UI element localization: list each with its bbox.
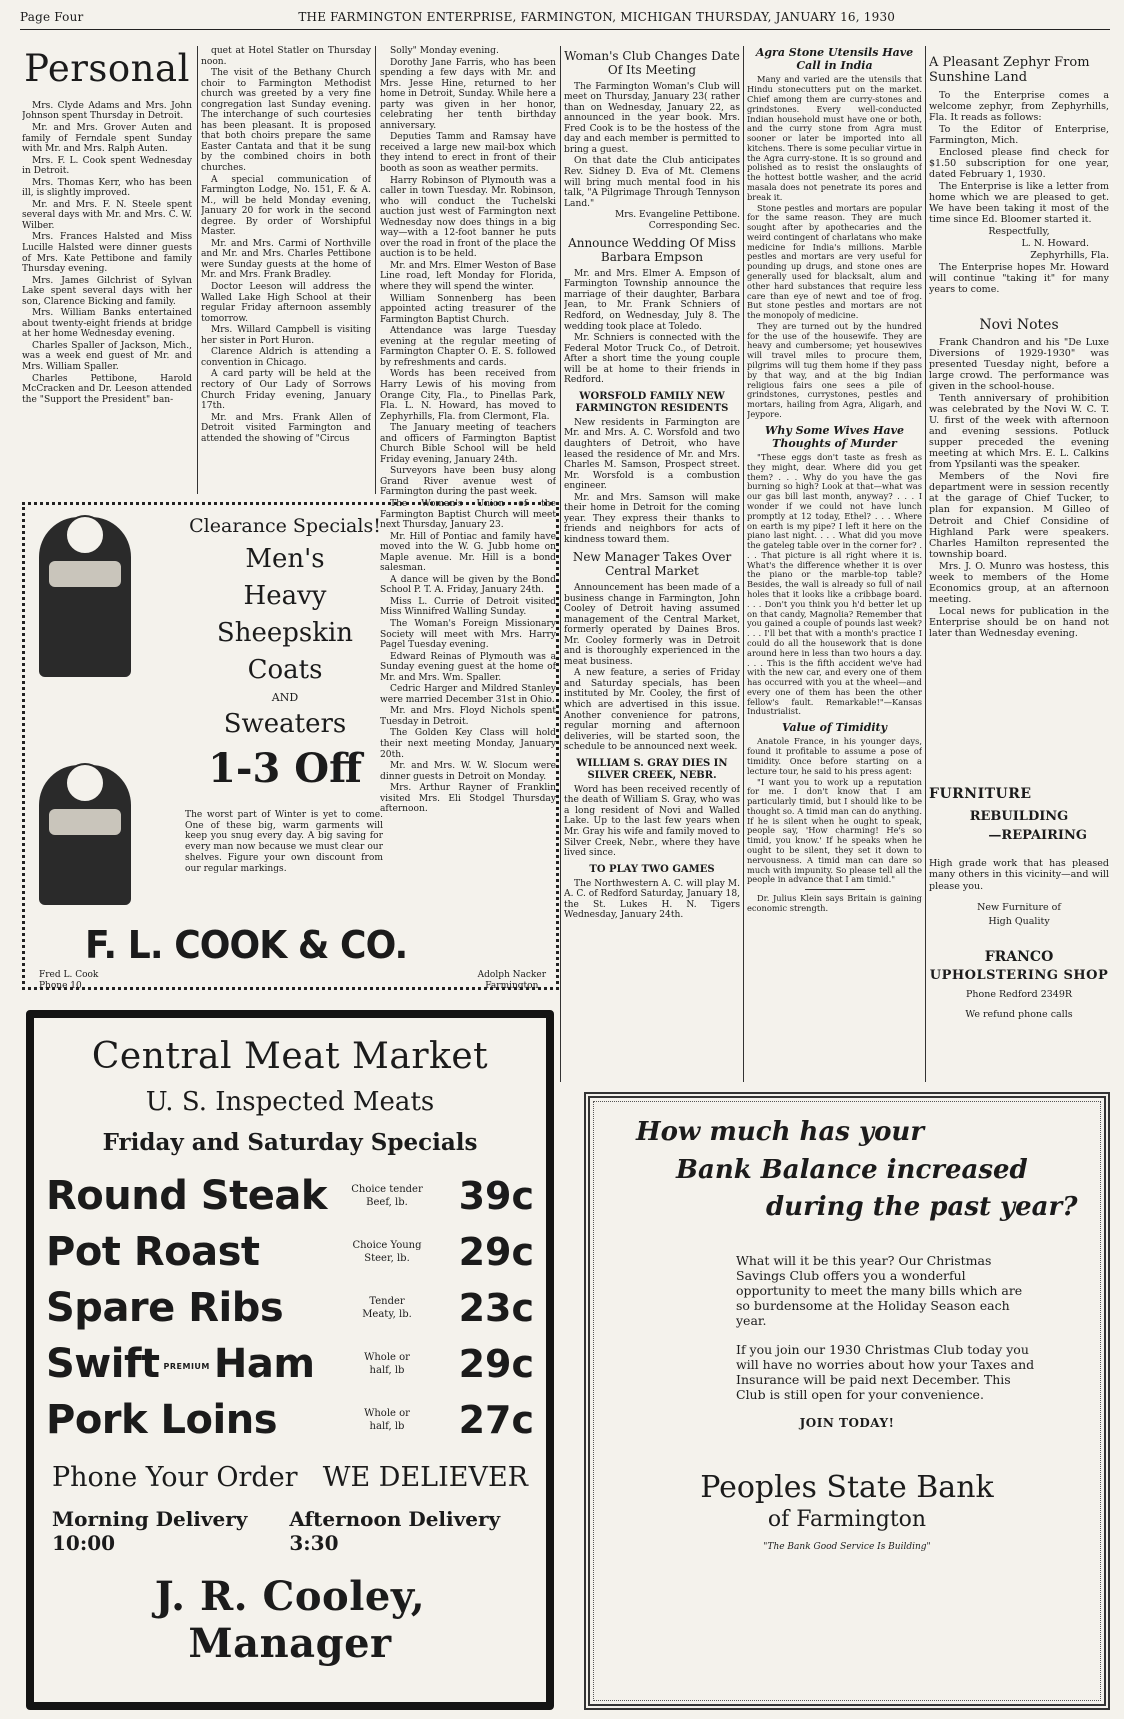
news-item: Cedric Harger and Mildred Stanley were married December 31st in Ohio. xyxy=(380,684,556,705)
divider xyxy=(805,889,865,890)
phone-order-text: Phone Your Order xyxy=(52,1462,298,1493)
ad-line: Coats xyxy=(247,654,323,685)
item-name: Spare Ribs xyxy=(46,1285,284,1331)
locals-column-2 xyxy=(201,46,371,496)
ad-subheadline: U. S. Inspected Meats xyxy=(145,1087,435,1117)
news-item: Attendance was large Tuesday evening at the regular meeting of Farmington Chapter O. E. S. followed by refreshments and cards. xyxy=(380,326,556,368)
item-price: 29c xyxy=(458,1342,534,1386)
ad-line: High Quality xyxy=(988,915,1050,927)
ad-headline xyxy=(616,1114,1078,1227)
ad-line: AND xyxy=(271,690,299,704)
business-name: Peoples State Bank xyxy=(700,1470,994,1506)
letter-closing: Respectfully, xyxy=(988,226,1050,238)
article-paragraph: On that date the Club anticipates Rev. Sidney D. Eva of Mt. Clemens will bring much mental food in his talk, "A Pilgrimage Through Tennyson Land." xyxy=(564,156,740,209)
news-item: A dance will be given by the Bond School P. T. A. Friday, January 24th. xyxy=(380,574,556,596)
column-rule xyxy=(560,46,561,1082)
ad-contact-right xyxy=(478,970,546,992)
news-item: Mr. and Mrs. F. N. Steele spent several days with Mr. and Mrs. C. W. Wilber. xyxy=(22,199,192,231)
news-item: Mr. and Mrs. Floyd Nichols spent Tuesday in Detroit. xyxy=(380,706,556,727)
ad-line: Sweaters xyxy=(223,708,347,739)
ad-body: The worst part of Winter is yet to come. One of these big, warm garments will keep you snug every day. A big saving for every man now because we must clear our shelves. Figure your own discount from our regular markings. xyxy=(185,810,383,874)
news-item: Mrs. Arthur Rayner of Franklin visited Mrs. Eli Stodgel Thursday afternoon. xyxy=(380,783,556,815)
ad-body: High grade work that has pleased many others in this vicinity—and will please you. xyxy=(929,857,1109,892)
column-rule xyxy=(743,46,744,1082)
item-price: 23c xyxy=(458,1286,534,1330)
news-item: Mr. and Mrs. Grover Auten and family of Ferndale spent Sunday with Mr. and Mrs. Ralph Auten. xyxy=(22,123,192,155)
ad-headline-line: How much has your xyxy=(636,1117,925,1147)
item-description: Choice Young Steer, lb. xyxy=(352,1240,422,1264)
business-name: F. L. COOK & CO. xyxy=(85,923,408,967)
ad-headline: —REPAIRING xyxy=(988,828,1087,844)
features-column-5 xyxy=(747,42,922,1080)
ad-headline: FURNITURE xyxy=(929,786,1032,802)
masthead-title: THE FARMINGTON ENTERPRISE, FARMINGTON, MICHIGAN THURSDAY, JANUARY 16, 1930 xyxy=(298,10,896,24)
article-paragraph: They are turned out by the hundred for the use of the housewife. They are heavy and cumbersome; yet housewives will travel miles to procure them, pilgrims will tug them home if they pass by that way, and at the big Indian religious fairs one sees a pile of grindstones, currystones, pestles and mortars, hailing from Agra, Aligarh, and Jeypore. xyxy=(747,320,922,419)
news-item: Surveyors have been busy along Grand River avenue west of Farmington during the past week. xyxy=(380,466,556,498)
article-headline: Woman's Club Changes Date Of Its Meeting xyxy=(564,49,740,77)
price-row xyxy=(46,1392,534,1448)
news-item: A card party will be held at the rectory of Our Lady of Sorrows Church Friday evening, January 17th. xyxy=(201,369,371,412)
news-item: Charles Spaller of Jackson, Mich., was a week end guest of Mr. and Mrs. William Spaller. xyxy=(22,340,192,373)
news-item: quet at Hotel Statler on Thursday noon. xyxy=(201,46,371,67)
ad-line: Sheepskin xyxy=(216,617,354,648)
article-paragraph: Announcement has been made of a business change in Farmington, John Cooley of Detroit having assumed management of the Central Market, formerly operated by Daines Bros. Mr. Cooley formerly was in Detroit and is thoroughly experienced in the meat business. xyxy=(564,583,740,667)
article-paragraph: Anatole France, in his younger days, found it profitable to assume a pose of timidity. Once before starting on a lecture tour, he said to his press agent: xyxy=(747,736,922,776)
phone-number: Phone Redford 2349R xyxy=(965,989,1073,1001)
call-to-action: JOIN TODAY! xyxy=(799,1416,895,1431)
news-item: Mrs. William Banks entertained about twenty-eight friends at bridge at her home Wednesday evening. xyxy=(22,308,192,340)
news-column-4 xyxy=(564,44,740,1080)
item-price: 39c xyxy=(458,1174,534,1218)
ad-headline: Central Meat Market xyxy=(91,1036,489,1077)
premium-label: PREMIUM xyxy=(163,1361,210,1371)
ad-paragraph: What will it be this year? Our Christmas Savings Club offers you a wonderful opportunity to meet the many bills which are so burdensome at the Holiday Season each year. xyxy=(736,1253,1023,1329)
discount-text: 1-3 Off xyxy=(208,744,362,792)
article-paragraph: Frank Chandron and his "De Luxe Diversions of 1929-1930" was presented Tuesday night, before a large crowd. The performance was given in the school-house. xyxy=(929,337,1109,393)
article-headline: TO PLAY TWO GAMES xyxy=(589,863,715,875)
news-item: Mrs. Clyde Adams and Mrs. John Johnson spent Thursday in Detroit. xyxy=(22,100,192,122)
item-price: 27c xyxy=(458,1398,534,1442)
article-paragraph: Members of the Novi fire department were in session recently at the garage of Chief Tucker, to plan for expansion. M Gilleo of Detroit and Chief Considine of Highland Park were speakers. Charles Hamilton represented the township board. xyxy=(929,471,1109,560)
item-description: Tender Meaty, lb. xyxy=(362,1296,412,1320)
news-item: Mr. and Mrs. W. W. Slocum were dinner guests in Detroit on Monday. xyxy=(380,761,556,782)
article-paragraph: The Farmington Woman's Club will meet on Thursday, January 23( rather than on Wednesday, January 22, as announced in the year book. Mrs. Fred Cook is to be the hostess of the day and each member is permitted to bring a guest. xyxy=(564,81,740,155)
news-item: Mrs. F. L. Cook spent Wednesday in Detroit. xyxy=(22,155,192,177)
item-name: Pot Roast xyxy=(46,1229,260,1275)
ad-headline-line: Bank Balance increased xyxy=(676,1154,1028,1185)
price-list xyxy=(46,1168,534,1448)
ad-line: We refund phone calls xyxy=(965,1008,1073,1020)
news-item: The Woman's Foreign Missionary Society will meet with Mrs. Harry Pagel Tuesday evening. xyxy=(380,618,556,651)
column-rule xyxy=(197,46,198,494)
news-item: Mrs. James Gilchrist of Sylvan Lake spent several days with her son, Clarence Bicking and family. xyxy=(22,275,192,307)
ad-line: Men's xyxy=(245,544,325,574)
article-paragraph: Word has been received recently of the death of William S. Gray, who was a long resident of Novi and Walled Lake. Up to the last few years when Mr. Gray his wife and family moved to Silver Creek, Nebr., where they have lived since. xyxy=(564,784,740,859)
news-item: Solly" Monday evening. xyxy=(390,46,499,56)
manager-name: J. R. Cooley, Manager xyxy=(154,1573,426,1667)
article-headline: Agra Stone Utensils Have Call in India xyxy=(755,46,914,73)
news-item: Mrs. Frances Halsted and Miss Lucille Halsted were dinner guests of Mrs. Kate Pettibone and family Thursday evening. xyxy=(22,232,192,275)
article-paragraph: Local news for publication in the Enterprise should be on hand not later than Wednesday evening. xyxy=(929,605,1109,639)
news-item: Edward Reinas of Plymouth was a Sunday evening guest at the home of Mr. and Mrs. Wm. Spaller. xyxy=(380,651,556,683)
ad-line: New Furniture of xyxy=(977,902,1061,914)
news-item: The Woman's Union of the Farmington Baptist Church will meet next Thursday, January 23. xyxy=(380,498,556,531)
page-number: Page Four xyxy=(20,10,84,24)
item-name: Pork Loins xyxy=(46,1397,278,1443)
item-name: Swift PREMIUM Ham xyxy=(46,1341,315,1387)
news-item: Mr. Hill of Pontiac and family have moved into the W. G. Jubb home on Maple avenue. Mr. Hill is a bond salesman. xyxy=(380,531,556,574)
news-item: The January meeting of teachers and officers of Farmington Baptist Church Bible School will be held Friday evening, January 24th. xyxy=(380,423,556,465)
article-paragraph: Mr. Schniers is connected with the Federal Motor Truck Co., of Detroit. After a short time the young couple will be at home to their friends in Redford. xyxy=(564,333,740,386)
article-signature: Mrs. Evangeline Pettibone. Corresponding Sec. xyxy=(614,210,740,231)
article-paragraph: To the Editor of Enterprise, Farmington, Mich. xyxy=(929,123,1109,146)
article-paragraph: The Enterprise is like a letter from home which we are pleased to get. We have been taking it most of the time since Ed. Bloomer started it. xyxy=(929,181,1109,226)
ad-contact-left xyxy=(39,970,98,992)
article-paragraph: Stone pestles and mortars are popular for the same reason. They are much sought after by apothecaries and the weird contingent of charlatans who make medicine for India's millions. Marble pestles and mortars are very useful for pounding up drugs, and stone ones are generally used for blacksalt, alum and other hard substances that require less care than eye of newt and toe of frog. But stone pestles and mortars are not the monopoly of medicine. xyxy=(747,202,922,321)
owner-name: Fred L. Cook xyxy=(39,970,99,980)
article-headline: WORSFOLD FAMILY NEW FARMINGTON RESIDENTS xyxy=(575,390,729,414)
article-paragraph: Many and varied are the utensils that Hindu stonecutters put on the market. Chief among them are curry-stones and grindstones. Every well-conducted Indian household must have one or both, and the curry stone from Agra must sooner or later be imported into all kitchens. There is some peculiar virtue in the Agra curry-stone. It is so ground and polished as to resist the onslaughts of the hottest bottle washer, and the acrid masala does not penetrate its pores and break it. xyxy=(747,74,922,202)
article-paragraph: "I want you to work up a reputation for me. I don't know that I am particularly timid, but I should like to be thought so. A timid man can do anything. If he is silent when he ought to speak, people say, 'How charming! He's so timid, you know.' If he speaks when he ought to be silent, they set it down to nervousness. A timid man can dare so much with impunity. So please tell all the people in advance that I am timid." xyxy=(747,776,922,885)
news-column-6 xyxy=(929,50,1109,780)
town-name: Farmington xyxy=(485,980,539,991)
price-row xyxy=(46,1280,534,1336)
item-description: Choice tender Beef, lb. xyxy=(351,1184,423,1208)
news-item: Miss L. Currie of Detroit visited Miss Winnifred Walling Sunday. xyxy=(380,596,556,618)
news-item: Mr. and Mrs. Elmer Weston of Base Line road, left Monday for Florida, where they will spend the winter. xyxy=(380,260,556,293)
article-headline: Announce Wedding Of Miss Barbara Empson xyxy=(568,236,736,265)
ad-line: Heavy xyxy=(243,580,327,611)
article-paragraph: Mr. and Mrs. Elmer A. Empson of Farmington Township announce the marriage of their daughter, Barbara Jean, to Mr. Frank Schniers of Redford, on Wednesday, July 8. The wedding took place at Toledo. xyxy=(564,268,740,332)
news-item: Words has been received from Harry Lewis of his moving from Orange City, Fla., to Pinellas Park, Fla. L. N. Howard, has moved to Zephyrhills, Fla. from Clermont, Fla. xyxy=(380,369,556,422)
article-paragraph: To the Enterprise comes a welcome zephyr, from Zephyrhills, Fla. It reads as follows: xyxy=(929,89,1109,123)
item-price: 29c xyxy=(458,1230,534,1274)
article-headline: A Pleasant Zephyr From Sunshine Land xyxy=(929,55,1090,85)
ad-specials-line: Friday and Saturday Specials xyxy=(102,1129,478,1156)
price-row xyxy=(46,1336,534,1392)
article-paragraph: "These eggs don't taste as fresh as they might, dear. Where did you get them? . . . Why do you have the gas burning so high? Look at that—what was our gas bill last month, anyway? . . . I wonder if we could not have lunch promptly at 12 today, Ethel? . . . Where on earth is my pipe? I left it here on the piano last night. . . . What did you move the gateleg table over in the corner for? . . . That picture is all right where it is. What's the difference whether it is over the piano or the marble-top table? Besides, the wall is already so full of nail holes that it looks like a cribbage board. . . . Don't you think you h'd better let up on that candy, Magnolia? Remember that you gained a couple of pounds last week? . . . I'll bet that with a month's practice I could do all the housework that is done around here in less than two hours a day. . . . This is the fifth accident we've had with the new car, and every one of them has occurred with you at the wheel—and every one of them has been the other fellow's fault. Remarkable!"—Kansas Industrialist. xyxy=(747,452,922,717)
article-paragraph: A new feature, a series of Friday and Saturday specials, has been instituted by Mr. Cooley, the first of which are advertised in this issue. Another convenience for patrons, regular morning and afternoon deliveries, will be started soon, the schedule to be announced next week. xyxy=(564,668,740,753)
article-headline: Why Some Wives Have Thoughts of Murder xyxy=(765,423,904,450)
news-item: Mrs. Willard Campbell is visiting her sister in Port Huron. xyxy=(201,325,371,346)
item-description: Whole or half, lb xyxy=(364,1408,410,1432)
news-item: Clarence Aldrich is attending a convention in Chicago. xyxy=(201,347,371,368)
news-item: Mr. and Mrs. Carmi of Northville and Mr. and Mrs. Charles Pettibone were Sunday guests at the home of Mr. and Mrs. Frank Bradley. xyxy=(201,238,371,281)
column-rule xyxy=(375,46,376,494)
price-row xyxy=(46,1168,534,1224)
delivery-schedule xyxy=(52,1507,528,1555)
masthead xyxy=(20,10,1110,30)
article-headline: Novi Notes xyxy=(979,317,1059,334)
article-paragraph: Mr. and Mrs. Samson will make their home in Detroit for the coming year. They express their thanks to friends and neighbors for acts of kindness toward them. xyxy=(564,492,740,545)
news-item: Deputies Tamm and Ramsay have received a large new mail-box which they intend to erect in front of their booth as soon as weather permits. xyxy=(380,132,556,175)
morning-delivery: Morning Delivery 10:00 xyxy=(52,1507,248,1555)
news-item: Mrs. Thomas Kerr, who has been ill, is slightly improved. xyxy=(22,177,192,199)
ad-headline: Clearance Specials! xyxy=(189,515,381,537)
news-item: Dorothy Jane Farris, who has been spending a few days with Mr. and Mrs. Jesse Hine, returned to her home in Detroit, Sunday. While here a party was given in her honor, celebrating her tenth birthday anniversary. xyxy=(380,57,556,131)
item-description: Whole or half, lb xyxy=(364,1352,410,1376)
news-item: A special communication of Farmington Lodge, No. 151, F. & A. M., will be held Monday evening, January 20 for work in the second degree. By order of Worshipful Master. xyxy=(201,174,371,238)
cook-clothing-ad xyxy=(22,502,559,990)
item-name: Round Steak xyxy=(46,1173,327,1219)
phone-number: Phone 10 xyxy=(39,980,82,991)
news-item: Mr. and Mrs. Frank Allen of Detroit visited Farmington and attended the showing of "Circus xyxy=(201,412,371,444)
article-paragraph: New residents in Farmington are Mr. and Mrs. A. C. Worsfold and two daughters of Detroit, who have leased the residence of Mr. and Mrs. Charles M. Samson, Prospect street. Mr. Worsfold is a combustion engineer. xyxy=(564,417,740,492)
letter-location: Zephyrhills, Fla. xyxy=(1030,250,1109,262)
article-headline: New Manager Takes Over Central Market xyxy=(572,550,732,579)
business-name: UPHOLSTERING SHOP xyxy=(929,967,1109,983)
article-paragraph: Enclosed please find check for $1.50 subscription for one year, dated February 1, 1930. xyxy=(929,146,1109,180)
partner-name: Adolph Nacker xyxy=(477,970,546,980)
man-in-coat-illustration xyxy=(39,517,131,677)
column-rule xyxy=(925,46,926,1082)
price-row xyxy=(46,1224,534,1280)
article-headline: WILLIAM S. GRAY DIES IN SILVER CREEK, NEBR. xyxy=(576,757,728,781)
article-paragraph: Mrs. J. O. Munro was hostess, this week to members of the Home Economics group, at an afternoon meeting. xyxy=(929,560,1109,605)
ad-headline: REBUILDING xyxy=(969,808,1069,824)
order-line xyxy=(52,1462,528,1493)
delivery-text: WE DELIEVER xyxy=(322,1462,528,1493)
personal-heading: Personal xyxy=(24,47,190,90)
ad-headline-block xyxy=(180,515,390,798)
ad-body xyxy=(736,1253,1038,1402)
bank-slogan: "The Bank Good Service Is Building" xyxy=(763,1542,931,1553)
article-paragraph: The Northwestern A. C. will play M. A. C. of Redford Saturday, January 18, the St. Lukes H. N. Tigers Wednesday, January 24th. xyxy=(564,878,740,921)
article-paragraph: The Enterprise hopes Mr. Howard will continue "taking it" for many years to come. xyxy=(929,262,1109,296)
article-paragraph: Dr. Julius Klein says Britain is gaining economic strength. xyxy=(747,893,922,913)
ad-headline-line: during the past year? xyxy=(766,1192,1078,1223)
news-item: The visit of the Bethany Church choir to Farmington Methodist church was greeted by a very fine congregation last Sunday evening. The interchange of such courtesies has been pleasant. It is proposed that both choirs prepare the same Easter Cantata and that it be sung by the combined choirs in both churches. xyxy=(201,68,371,174)
ad-paragraph: If you join our 1930 Christmas Club today you will have no worries about how your Taxes and Insurance will be paid next December. This Club is still open for your convenience. xyxy=(736,1342,1035,1403)
article-headline: Value of Timidity xyxy=(781,721,888,735)
letter-signer: L. N. Howard. xyxy=(1021,238,1089,250)
meat-market-ad xyxy=(26,1010,554,1710)
news-item: Charles Pettibone, Harold McCracken and Dr. Leeson attended the "Support the President" ban- xyxy=(22,373,192,405)
news-item: The Golden Key Class will hold their next meeting Monday, January 20th. xyxy=(380,728,556,760)
man-in-sweater-illustration xyxy=(39,765,131,905)
news-item: Doctor Leeson will address the Walled Lake High School at their regular Friday afternoon assembly tomorrow. xyxy=(201,282,371,324)
personal-column xyxy=(22,46,192,496)
business-name: FRANCO xyxy=(984,948,1054,965)
news-item: William Sonnenberg has been appointed acting treasurer of the Farmington Baptist Church. xyxy=(380,293,556,325)
furniture-ad xyxy=(929,786,1109,1020)
afternoon-delivery: Afternoon Delivery 3:30 xyxy=(289,1507,501,1555)
news-item: Harry Robinson of Plymouth was a caller in town Tuesday. Mr. Robinson, who will conduct the Tuchelski auction just west of Farmington next Wednesday now does things in a big way—with a 12-foot banner he puts over the road in front of the place the auction is to be held. xyxy=(380,175,556,260)
business-location: of Farmington xyxy=(767,1507,927,1533)
bank-ad xyxy=(584,1092,1110,1710)
article-paragraph: Tenth anniversary of prohibition was celebrated by the Novi W. C. T. U. first of the week with afternoon and evening sessions. Potluck supper preceded the evening meeting at which Mrs. E. L. Calkins from Ypsilanti was the speaker. xyxy=(929,393,1109,471)
